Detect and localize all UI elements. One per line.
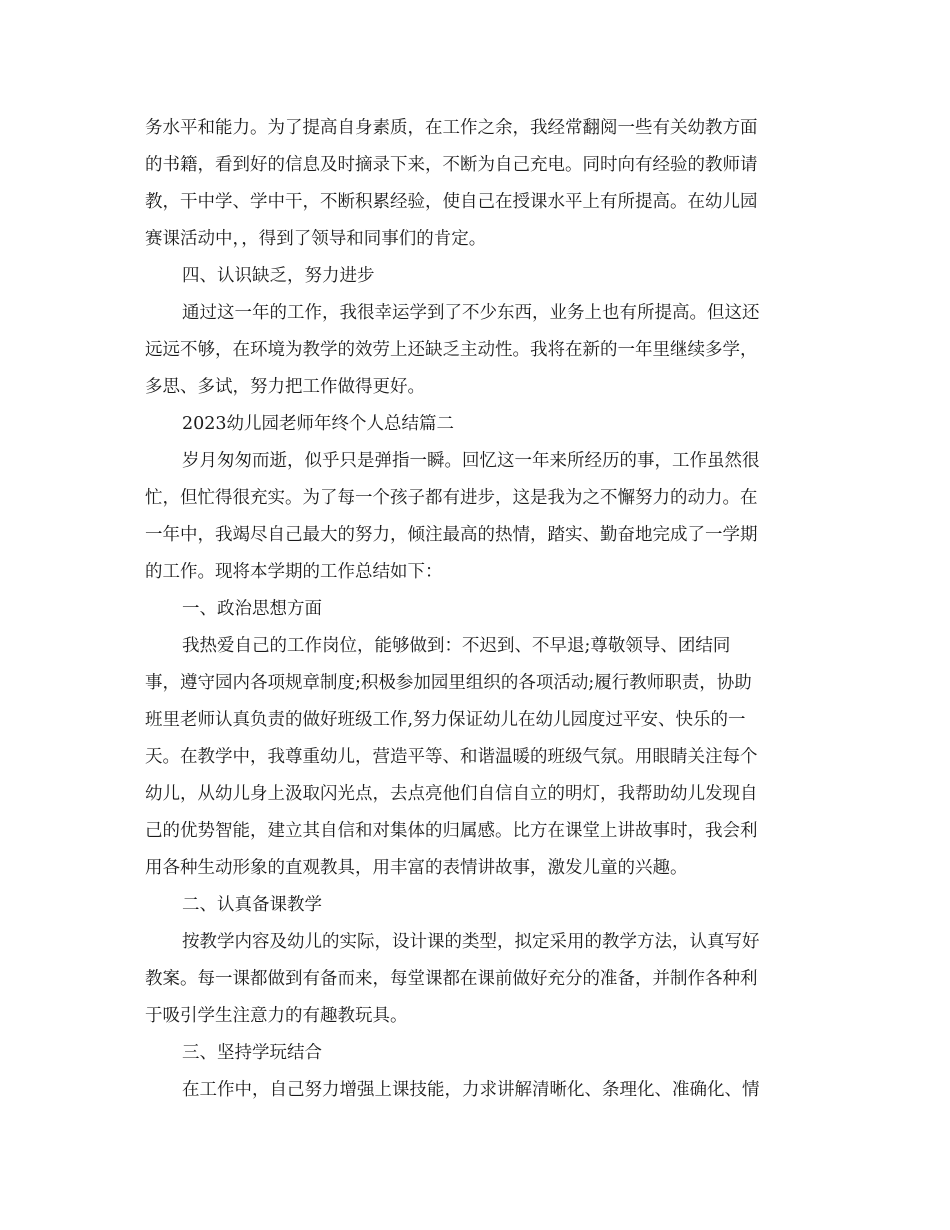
paragraph-line: 教案。每一课都做到有备而来，每堂课都在课前做好充分的准备，并制作各种利 — [145, 969, 758, 989]
paragraph-line: 我热爱自己的工作岗位，能够做到：不迟到、不早退;尊敬领导、团结同 — [182, 636, 731, 656]
paragraph-line: 忙，但忙得很充实。为了每一个孩子都有进步，这是我为之不懈努力的动力。在 — [145, 488, 758, 508]
paragraph-line: 一年中，我竭尽自己最大的努力，倾注最高的热情，踏实、勤奋地完成了一学期 — [145, 525, 758, 545]
paragraph-line: 己的优势智能，建立其自信和对集体的归属感。比方在课堂上讲故事时，我会利 — [145, 821, 758, 841]
paragraph-line: 赛课活动中，，得到了领导和同事们的肯定。 — [145, 229, 487, 249]
paragraph-line: 用各种生动形象的直观教具，用丰富的表情讲故事，激发儿童的兴趣。 — [145, 858, 688, 878]
paragraph-line: 多思、多试，努力把工作做得更好。 — [145, 377, 425, 397]
paragraph-line: 通过这一年的工作，我很幸运学到了不少东西，业务上也有所提高。但这还 — [182, 303, 760, 323]
paragraph-line: 远远不够，在环境为教学的效劳上还缺乏主动性。我将在新的一年里继续多学， — [145, 340, 758, 360]
paragraph-line: 岁月匆匆而逝，似乎只是弹指一瞬。回忆这一年来所经历的事，工作虽然很 — [182, 451, 760, 471]
article-title: 2023幼儿园老师年终个人总结篇二 — [182, 414, 455, 434]
paragraph-line: 按教学内容及幼儿的实际，设计课的类型，拟定采用的教学方法，认真写好 — [182, 932, 760, 952]
section-heading: 二、认真备课教学 — [182, 895, 322, 915]
paragraph-line: 班里老师认真负责的做好班级工作,努力保证幼儿在幼儿园度过平安、快乐的一 — [145, 710, 746, 730]
section-heading: 四、认识缺乏，努力进步 — [182, 266, 375, 286]
paragraph-line: 天。在教学中，我尊重幼儿，营造平等、和谐温暖的班级气氛。用眼睛关注每个 — [145, 747, 758, 767]
paragraph-line: 在工作中，自己努力增强上课技能，力求讲解清晰化、条理化、准确化、情 — [182, 1080, 760, 1100]
paragraph-line: 的书籍，看到好的信息及时摘录下来，不断为自己充电。同时向有经验的教师请 — [145, 155, 758, 175]
section-heading: 一、政治思想方面 — [182, 599, 322, 619]
section-heading: 三、坚持学玩结合 — [182, 1043, 322, 1063]
paragraph-line: 幼儿，从幼儿身上汲取闪光点，去点亮他们自信自立的明灯，我帮助幼儿发现自 — [145, 784, 758, 804]
paragraph-line: 务水平和能力。为了提高自身素质，在工作之余，我经常翻阅一些有关幼教方面 — [145, 118, 758, 138]
paragraph-line: 事，遵守园内各项规章制度;积极参加园里组织的各项活动;履行教师职责，协助 — [145, 673, 752, 693]
paragraph-line: 于吸引学生注意力的有趣教玩具。 — [145, 1006, 408, 1026]
paragraph-line: 教，干中学、学中干，不断积累经验，使自己在授课水平上有所提高。在幼儿园 — [145, 192, 758, 212]
paragraph-line: 的工作。现将本学期的工作总结如下： — [145, 562, 443, 582]
